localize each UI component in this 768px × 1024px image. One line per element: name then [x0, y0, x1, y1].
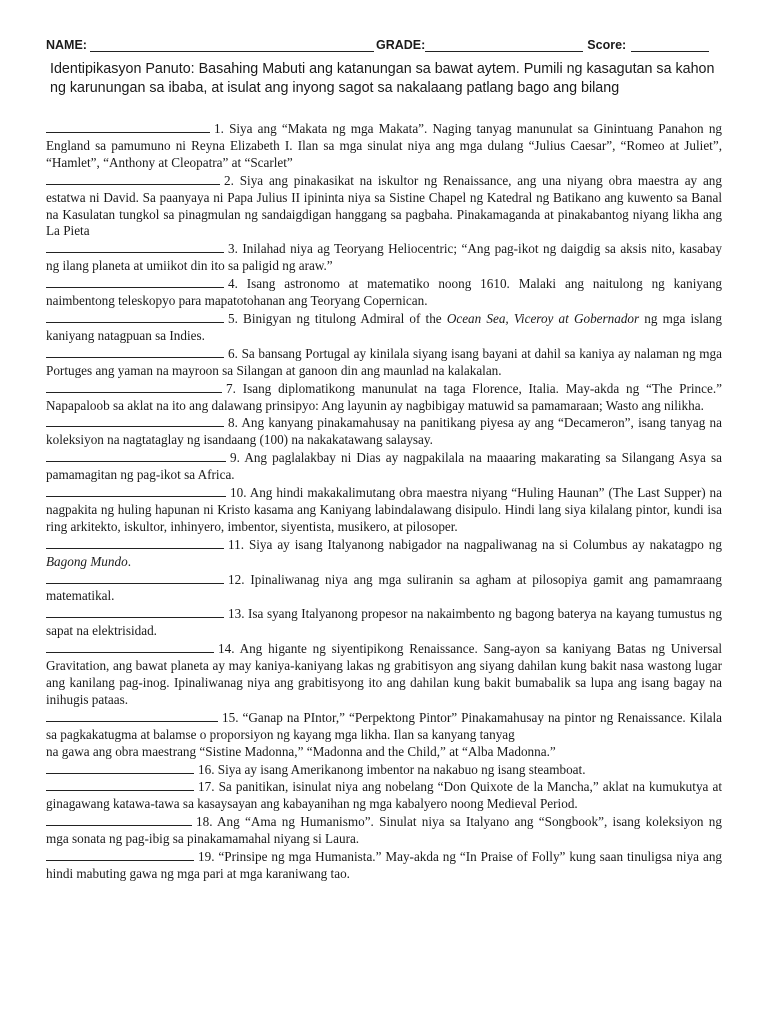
question-item	[46, 536, 722, 571]
question-text: Ang hindi makakalimutang obra maestra niyang “Huling Haunan” (The Last Supper) na nagpakita ng huling hapunan ni Kristo kasama ang Kaniyang labindalawang disipulo. Hindi lang siya kilalang pintor, kundi isa ring arkitekto, iskultor, inhinyero, imbentor, siyentista, musikero, at pilosoper.	[46, 485, 722, 534]
question-item	[46, 240, 722, 275]
question-number: 5.	[228, 310, 238, 326]
question-text: Siya ang “Makata ng mga Makata”. Naging tanyag manunulat sa Ginintuang Panahon ng England sa pamumuno ni Reyna Elizabeth I. Ilan sa mga sinulat niya ang mga dulang “Julius Caesar”, “Romeo at Juliet”, “Hamlet”, “Anthony at Cleopatra” at “Scarlet”	[46, 121, 723, 170]
question-number: 6.	[228, 345, 238, 361]
question-text: “Ganap na PIntor,” “Perpektong Pintor” Pinakamahusay na pintor ng Renaissance. Kilala sa pagkakatugma at balamse o proporsiyon ng kayang mga likha. Ilan sa kanyang tanyag	[46, 709, 723, 742]
question-text: Siya ay isang Italyanong nabigador na nagpaliwanag na si Columbus ay nakatagpo ng	[248, 536, 722, 552]
question-text: Inilahad niya ag Teoryang Heliocentric; “Ang pag-ikot ng daigdig sa aksis nito, kasabay ng ilang planeta at umiikot din ito sa paligid ng araw.”	[46, 241, 722, 274]
question-text: Isa syang Italyanong propesor na nakaimbento ng bagong baterya na kayang tumustus ng sapat na elektrisidad.	[46, 606, 722, 639]
question-number: 7.	[226, 380, 236, 396]
question-text: Isang diplomatikong manunulat na taga Florence, Italia. May-akda ng “The Prince.” Napapaloob sa aklat na ito ang dalawang prinsipyo: Ang layunin ay nagbibigay matuwid sa pamamaraan; Wasto ang nilikha.	[46, 380, 722, 413]
question-text: Ipinaliwanag niya ang mga suliranin sa agham at pilosopiya gamit ang pamamraang matematikal.	[46, 571, 722, 604]
question-text-italic: Bagong Mundo	[46, 553, 128, 569]
question-text: Isang astronomo at matematiko noong 1610. Malaki ang naitulong ng kaniyang naimbentong teleskopyo para mapatotohanan ang Teoryang Copernican.	[46, 276, 723, 309]
answer-blank[interactable]	[46, 536, 224, 549]
answer-blank[interactable]	[46, 380, 222, 393]
question-item	[46, 380, 722, 415]
answer-blank[interactable]	[46, 240, 224, 253]
question-number: 3.	[228, 241, 238, 257]
answer-blank[interactable]	[46, 172, 220, 185]
grade-label: GRADE:	[375, 38, 426, 52]
question-number: 9.	[230, 450, 240, 466]
question-text: Siya ay isang Amerikanong imbentor na nakabuo ng isang steamboat.	[217, 761, 586, 777]
question-item	[46, 414, 722, 449]
question-number: 2.	[224, 172, 234, 188]
question-item	[46, 345, 722, 380]
question-number: 8.	[228, 415, 238, 431]
question-list	[46, 120, 722, 883]
question-number: 18.	[196, 814, 213, 830]
question-item	[46, 778, 722, 813]
question-text: Siya ang pinakasikat na iskultor ng Renaissance, ang una niyang obra maestra ay ang estatwa ni David. Sa paanyaya ni Papa Julius II ipininta niya sa Sistine Chapel ng Katedral ng Batikano ang kuwento sa Banal na Kasulatan tungkol sa pinagmulan ng sandaigdigan hanggang sa pagbaha. Pinakamaganda at pinakabantog niyang likha ang La Pieta	[46, 172, 722, 239]
grade-field[interactable]	[425, 38, 583, 52]
question-text: Ang “Ama ng Humanismo”. Sinulat niya sa Italyano ang “Songbook”, isang koleksiyon ng mga sonata ng pag-ibig sa pinakamamahal niyang si Laura.	[46, 814, 722, 847]
question-text: Ang higante ng siyentipikong Renaissance. Sang-ayon sa kaniyang Batas ng Universal Gravitation, ang bawat planeta ay may kaniya-kaniyang lakas ng grabitisyon ang siyang dahilan kung bakit nasa wastong lugar ang kanilang pag-inog. Ipinaliwanag niya ang grabitisyong ito ang dahilan kung bakit bumabalik sa lupa ang isang bagay na inihugis pataas.	[46, 641, 722, 707]
question-number: 16.	[198, 761, 215, 777]
question-item	[46, 310, 722, 345]
score-label: Score:	[587, 38, 627, 52]
answer-blank[interactable]	[46, 414, 224, 427]
question-text: ng mga islang kaniyang natagpuan sa Indies.	[46, 310, 722, 343]
question-item	[46, 172, 722, 241]
question-item	[46, 120, 722, 172]
question-text: .	[127, 553, 131, 569]
question-number: 11.	[228, 536, 244, 552]
question-text: Ang paglalakbay ni Dias ay nagpakilala na maaaring makarating sa Silangang Asya sa pamamagitan ng pag-ikot sa Africa.	[46, 450, 722, 483]
question-item	[46, 640, 722, 709]
question-text: Binigyan ng titulong Admiral of the	[243, 310, 447, 326]
question-item	[46, 275, 722, 310]
question-number: 14.	[218, 641, 235, 657]
score-field[interactable]	[631, 38, 709, 52]
answer-blank[interactable]	[46, 310, 224, 323]
question-text: “Prinsipe ng mga Humanista.” May-akda ng “In Praise of Folly” kung saan tinuligsa niya ang hindi mabuting gawa ng mga pari at mga karaniwang tao.	[46, 849, 723, 881]
name-field[interactable]	[90, 38, 374, 52]
question-text: Sa panitikan, isinulat niya ang nobelang “Don Quixote de la Mancha,” aklat na kumukutya at ginagawang katawa-tawa sa kasaysayan ang kabayanihan ng mga kabalyero noong Medieval Period.	[46, 779, 723, 812]
answer-blank[interactable]	[46, 275, 224, 288]
answer-blank[interactable]	[46, 709, 218, 722]
question-item	[46, 571, 722, 606]
question-number: 1.	[214, 121, 224, 136]
question-number: 4.	[228, 276, 238, 292]
question-item	[46, 605, 722, 640]
answer-blank[interactable]	[46, 484, 226, 497]
question-item	[46, 484, 722, 536]
question-number: 17.	[198, 779, 215, 795]
answer-blank[interactable]	[46, 120, 210, 133]
question-number: 19.	[198, 849, 215, 865]
answer-blank[interactable]	[46, 449, 226, 462]
answer-blank[interactable]	[46, 640, 214, 653]
question-text-italic: Ocean Sea, Viceroy at Gobernador	[446, 310, 640, 326]
header-row	[46, 38, 722, 52]
question-number: 12.	[228, 571, 245, 587]
answer-blank[interactable]	[46, 605, 224, 618]
question-item	[46, 761, 722, 779]
question-item	[46, 813, 722, 848]
question-text: Sa bansang Portugal ay kinilala siyang isang bayani at dahil sa kaniya ay nalaman ng mga Portuges ang yaman na mayroon sa Silangan at ganoon din ang maunlad na kalakalan.	[46, 345, 722, 378]
question-item	[46, 449, 722, 484]
answer-blank[interactable]	[46, 571, 224, 584]
question-text-continued: na gawa ang obra maestrang “Sistine Madonna,” “Madonna and the Child,” at “Alba Madonna.”	[46, 743, 556, 759]
question-number: 15.	[222, 709, 239, 725]
answer-blank[interactable]	[46, 848, 194, 861]
answer-blank[interactable]	[46, 778, 194, 791]
question-number: 13.	[228, 606, 245, 622]
question-item	[46, 709, 722, 744]
answer-blank[interactable]	[46, 761, 194, 774]
answer-blank[interactable]	[46, 813, 192, 826]
instructions-text: Identipikasyon Panuto: Basahing Mabuti ang katanungan sa bawat aytem. Pumili ng kasagutan sa kahon ng karunungan sa ibaba, at isulat ang inyong sagot sa nakalaang patlang bago ang bilang	[50, 61, 715, 96]
question-text: Ang kanyang pinakamahusay na panitikang piyesa ay ang “Decameron”, isang tanyag na koleksiyon na nagtataglay ng isandaang (100) na nakakatawang salaysay.	[46, 415, 722, 448]
question-number: 10.	[230, 485, 247, 501]
name-label: NAME:	[46, 38, 87, 52]
answer-blank[interactable]	[46, 345, 224, 358]
question-item	[46, 848, 722, 883]
